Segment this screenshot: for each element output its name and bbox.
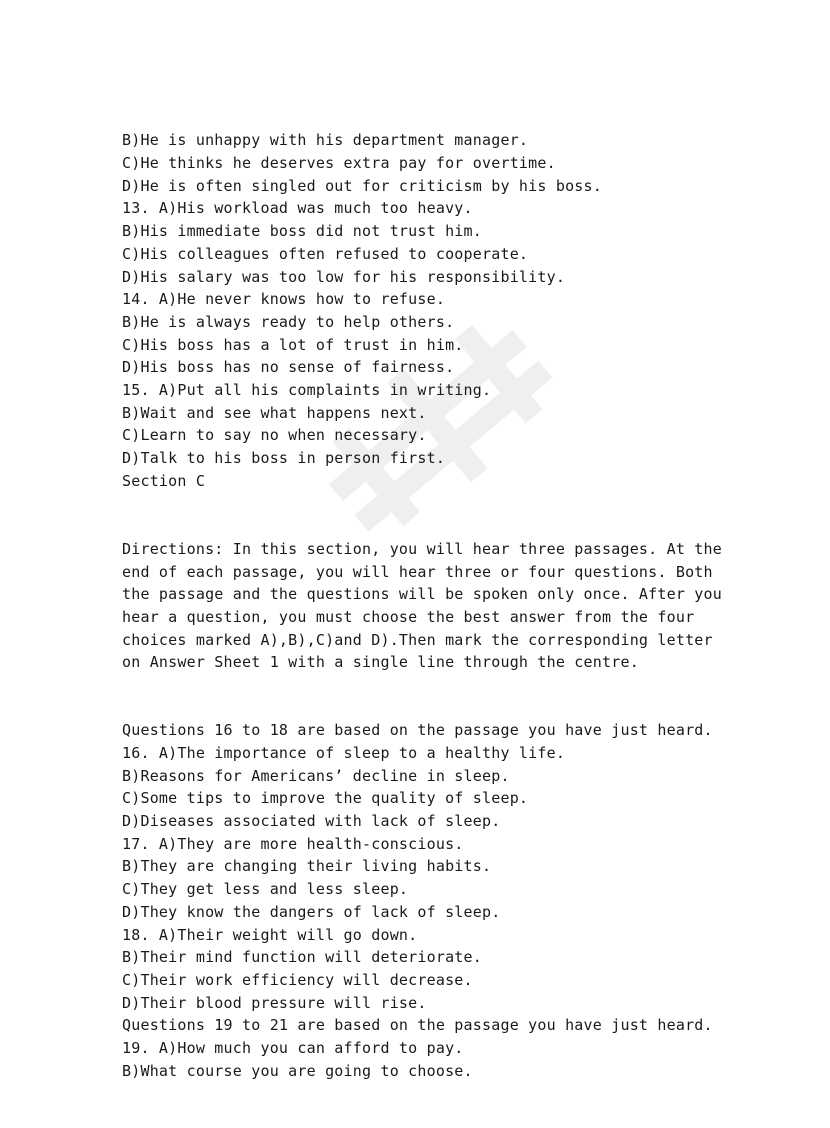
text-line: Questions 19 to 21 are based on the passage you have just heard. <box>122 1016 713 1035</box>
text-line: D)Their blood pressure will rise. <box>122 993 427 1012</box>
text-line: C)They get less and less sleep. <box>122 880 409 899</box>
text-line: Section C <box>122 471 206 490</box>
text-line: 17. A)They are more health-conscious. <box>122 834 464 853</box>
section-c-directions <box>122 538 722 674</box>
text-line: D)His boss has no sense of fairness. <box>122 358 455 377</box>
text-line: D)Talk to his boss in person first. <box>122 449 446 468</box>
directions-line: choices marked A),B),C)and D).Then mark the corresponding letter <box>122 630 713 649</box>
text-line: C)Some tips to improve the quality of sleep. <box>122 789 529 808</box>
text-line: 14. A)He never knows how to refuse. <box>122 290 446 309</box>
directions-line: Directions: In this section, you will hear three passages. At the <box>122 539 722 558</box>
text-line: B)His immediate boss did not trust him. <box>122 222 482 241</box>
text-line: B)He is unhappy with his department manager. <box>122 131 529 150</box>
text-line: B)What course you are going to choose. <box>122 1061 473 1080</box>
text-line: C)His colleagues often refused to cooperate. <box>122 244 529 263</box>
directions-line: end of each passage, you will hear three or four questions. Both <box>122 562 713 581</box>
text-line: D)They know the dangers of lack of sleep. <box>122 902 501 921</box>
question-lines-top <box>122 129 712 492</box>
directions-line: the passage and the questions will be spoken only once. After you <box>122 585 722 604</box>
text-line: D)He is often singled out for criticism by his boss. <box>122 176 602 195</box>
text-line: B)They are changing their living habits. <box>122 857 492 876</box>
text-line: 16. A)The importance of sleep to a healthy life. <box>122 744 566 763</box>
text-line: D)His salary was too low for his responsibility. <box>122 267 566 286</box>
text-line: 15. A)Put all his complaints in writing. <box>122 380 492 399</box>
text-line: C)Their work efficiency will decrease. <box>122 970 473 989</box>
text-line: B)He is always ready to help others. <box>122 312 455 331</box>
text-line: C)Learn to say no when necessary. <box>122 426 427 445</box>
text-line: B)Their mind function will deteriorate. <box>122 948 482 967</box>
text-line: 13. A)His workload was much too heavy. <box>122 199 473 218</box>
document-text <box>122 84 722 1128</box>
text-line: 19. A)How much you can afford to pay. <box>122 1038 464 1057</box>
question-lines-bottom <box>122 719 712 1082</box>
text-line: 18. A)Their weight will go down. <box>122 925 418 944</box>
directions-line: hear a question, you must choose the best answer from the four <box>122 607 695 626</box>
text-line: B)Wait and see what happens next. <box>122 403 427 422</box>
text-line: C)He thinks he deserves extra pay for overtime. <box>122 154 556 173</box>
text-line: Questions 16 to 18 are based on the passage you have just heard. <box>122 721 713 740</box>
text-line: C)His boss has a lot of trust in him. <box>122 335 464 354</box>
directions-line: on Answer Sheet 1 with a single line through the centre. <box>122 653 639 672</box>
text-line: D)Diseases associated with lack of sleep. <box>122 812 501 831</box>
text-line: B)Reasons for Americans’ decline in sleep. <box>122 766 510 785</box>
